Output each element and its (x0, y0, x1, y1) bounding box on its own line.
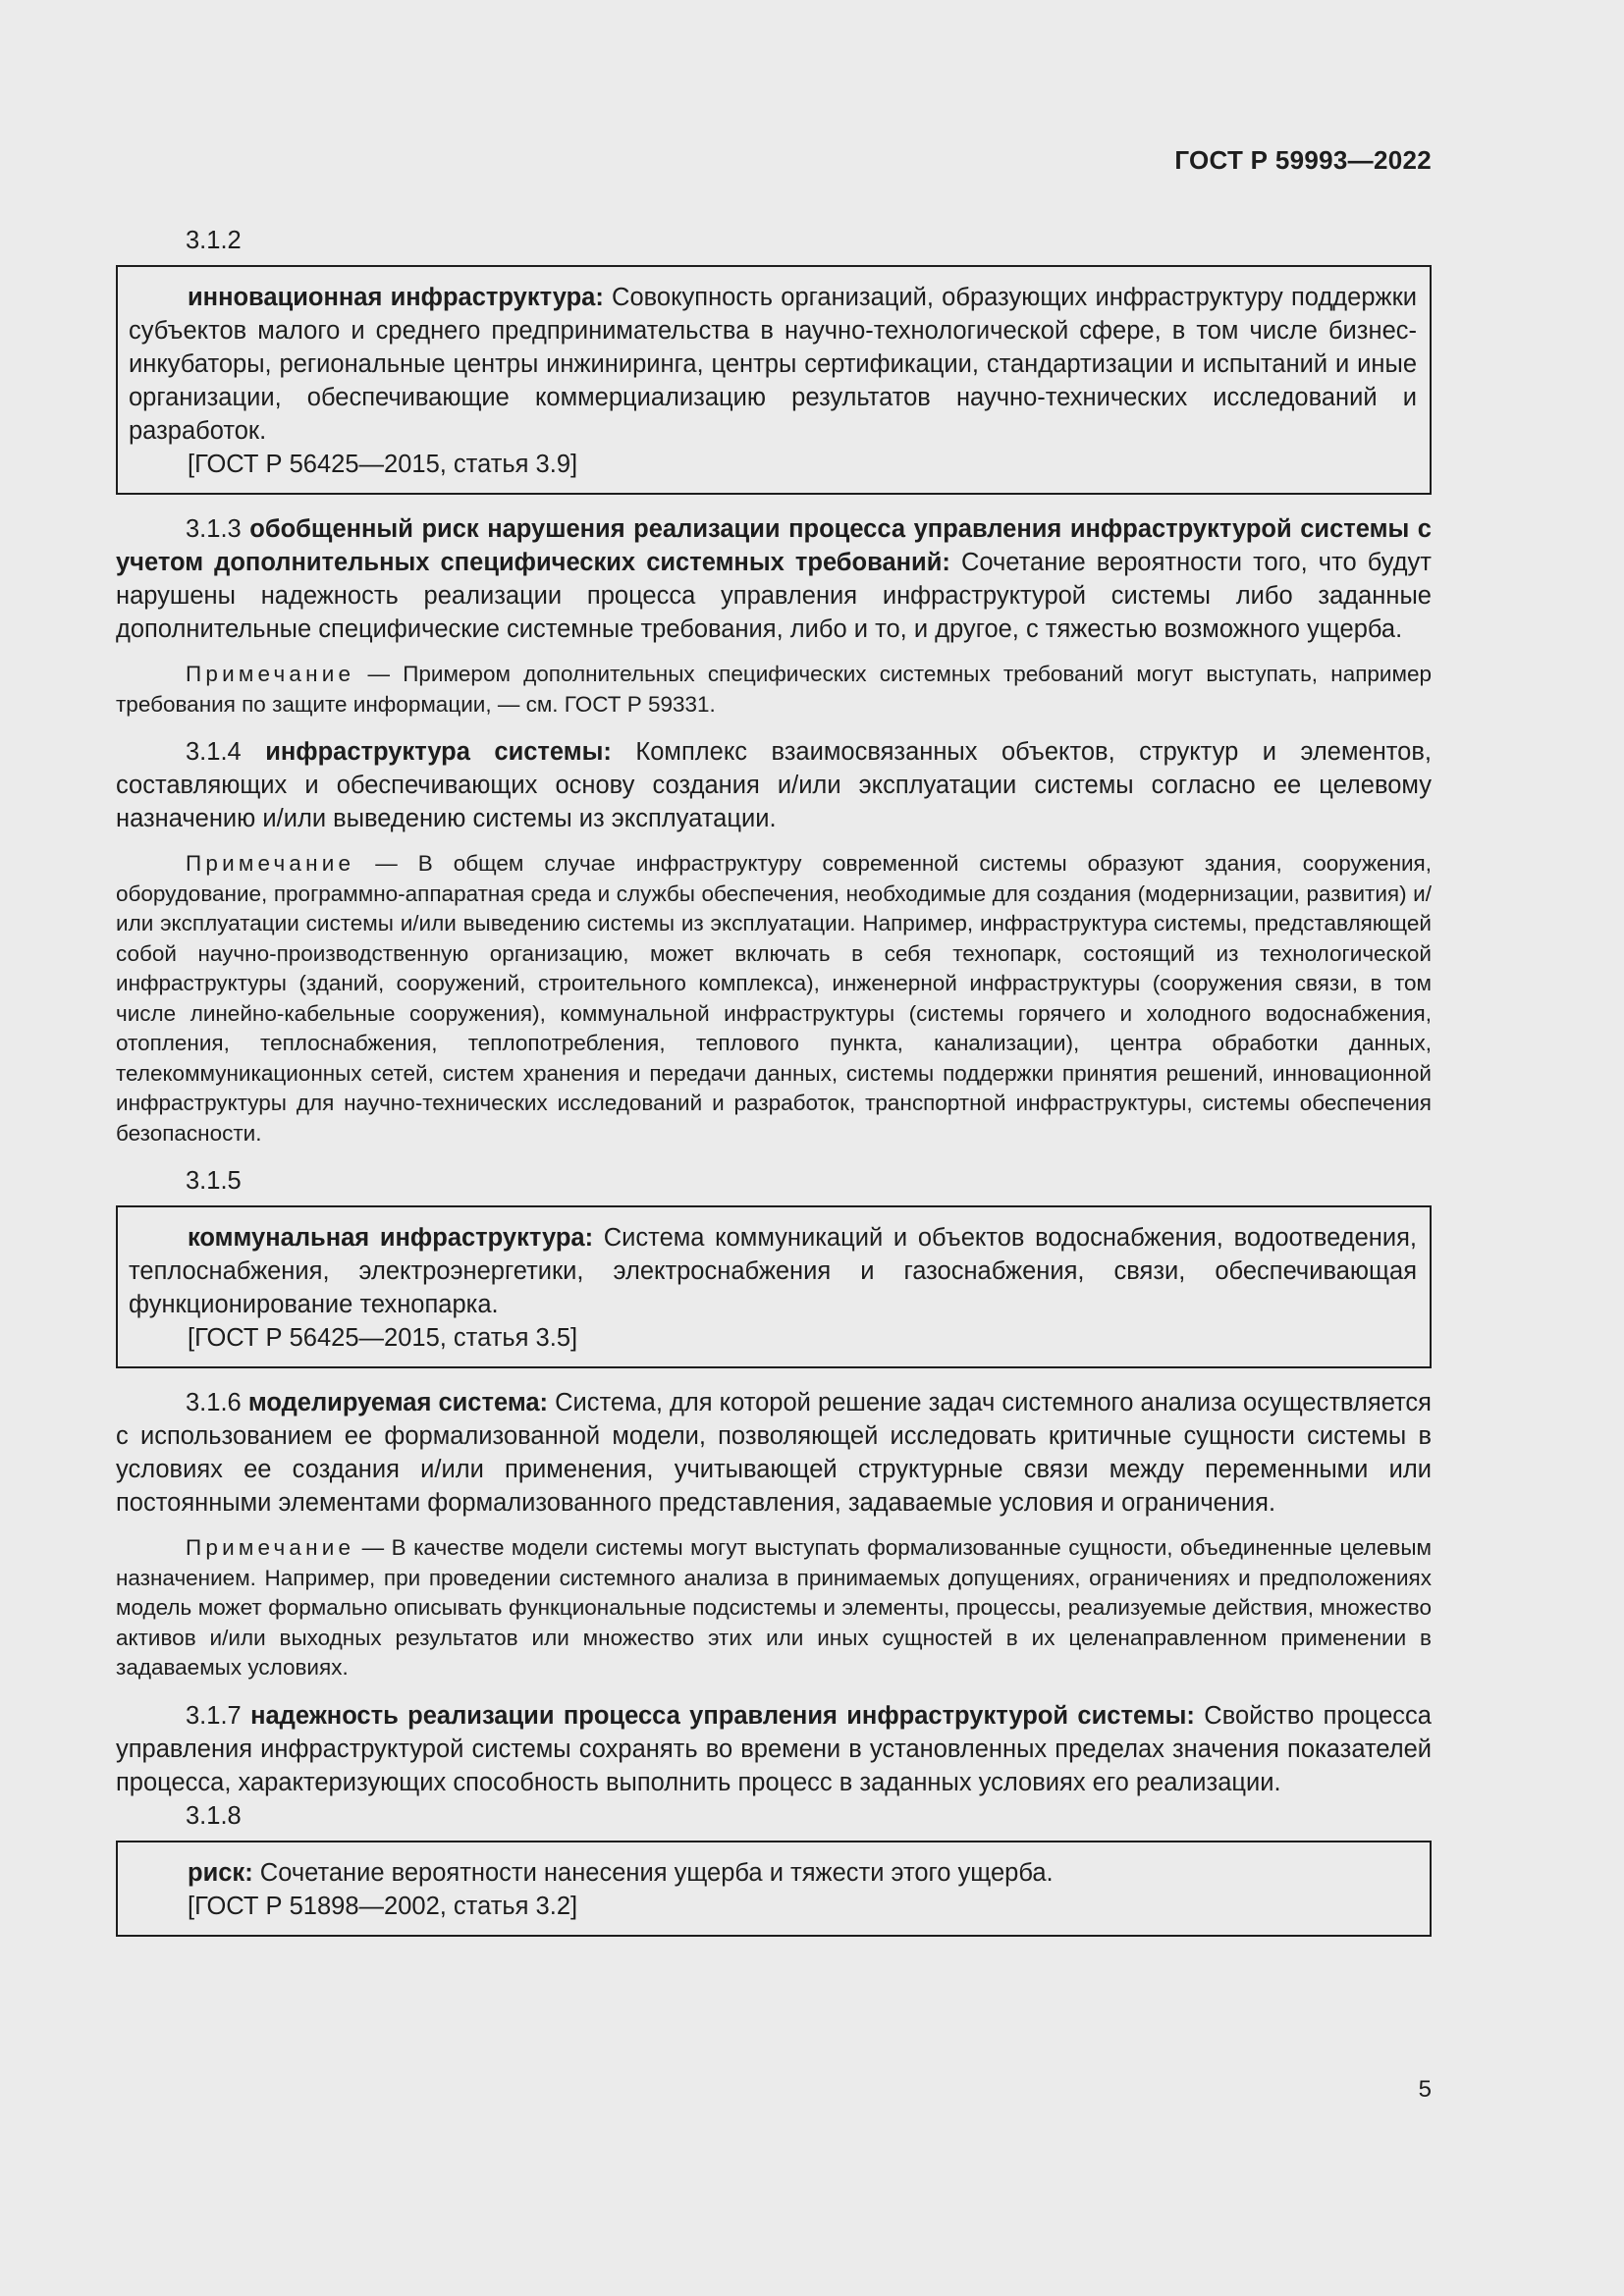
document-code-header: ГОСТ Р 59993—2022 (1174, 145, 1432, 175)
term-name: обобщенный риск нарушения реализации процесса управления инфраструктурой системы с учетом дополнительных специфических системных требований: (116, 515, 1432, 576)
note-3-1-4 (116, 849, 1432, 1148)
term-name: инновационная инфраструктура: (188, 284, 604, 311)
page-number: 5 (1418, 2076, 1432, 2103)
note-label: Примечание (186, 1535, 355, 1560)
clause-number: 3.1.6 (186, 1389, 248, 1416)
note-text: — В качестве модели системы могут выступать формализованные сущности, объединенные целевым назначением. Например, при проведении системного анализа в принимаемых допущениях, ограничениях и предположениях модель может формально описывать функциональные подсистемы и элементы, процессы, реализуемые действия, множество активов и/или выходных результатов или множество этих или иных сущностей в их целенаправленном применении в задаваемых условиях. (116, 1535, 1432, 1680)
document-page (116, 0, 1432, 2296)
borrowed-term-box-3-1-8 (116, 1841, 1432, 1937)
term-definition-3-1-5 (129, 1221, 1417, 1321)
note-label: Примечание (186, 662, 355, 686)
definition-text: Сочетание вероятности нанесения ущерба и тяжести этого ущерба. (252, 1858, 1054, 1887)
source-reference: [ГОСТ Р 51898—2002, статья 3.2] (188, 1892, 578, 1920)
term-name: моделируемая система: (247, 1389, 549, 1416)
note-3-1-6 (116, 1533, 1432, 1683)
page-content (116, 224, 1432, 1954)
clause-number: 3.1.7 (186, 1701, 251, 1730)
borrowed-term-box-3-1-5 (116, 1205, 1432, 1368)
term-name: риск: (188, 1858, 253, 1887)
definition-text: Совокупность организаций, образующих инфраструктуру поддержки субъектов малого и среднего предпринимательства в научно-технологической сфере, в том числе бизнес-инкубаторы, региональные центры инжиниринга, центры сертификации, стандартизации и испытаний и иные организации, обеспечивающие коммерциализацию результатов научно-технических исследований и разработок. (129, 284, 1418, 445)
clause-number: 3.1.3 (186, 515, 250, 543)
term-definition-3-1-8 (129, 1856, 1417, 1890)
definition-text: Свойство процесса управления инфраструктурой системы сохранять во времени в установленных пределах значения показателей процесса, характеризующих способность выполнить процесс в заданных условиях его реализации. (116, 1701, 1432, 1796)
borrowed-term-box-3-1-2 (116, 265, 1432, 495)
term-definition-3-1-2 (129, 281, 1417, 448)
definition-text: Система, для которой решение задач системного анализа осуществляется с использованием ее формализованной модели, позволяющей исследовать критичные сущности системы в условиях ее создания и/или применения, учитывающей структурные связи между переменными или постоянными элементами формализованного представления, задаваемые условия и ограничения. (116, 1389, 1432, 1517)
source-reference: [ГОСТ Р 56425—2015, статья 3.9] (188, 451, 578, 478)
term-definition-3-1-3 (116, 512, 1432, 646)
note-label: Примечание (186, 851, 355, 876)
term-definition-3-1-6 (116, 1386, 1432, 1520)
note-text: — В общем случае инфраструктуру современной системы образуют здания, сооружения, оборудование, программно-аппаратная среда и службы обеспечения, необходимые для создания (модернизации, развития) и/или эксплуатации системы и/или выведению системы из эксплуатации. Например, инфраструктура системы, представляющей собой научно-производственную организацию, может включать в себя технопарк, состоящий из технологической инфраструктуры (зданий, сооружений, строительного комплекса), инженерной инфраструктуры (сооружения связи, в том числе линейно-кабельные сооружения), коммунальной инфраструктуры (системы горячего и холодного водоснабжения, отопления, теплоснабжения, теплопотребления, теплового пункта, канализации), центра обработки данных, телекоммуникационных сетей, систем хранения и передачи данных, системы поддержки принятия решений, инновационной инфраструктуры для научно-технических исследований и разработок, транспортной инфраструктуры, системы обеспечения безопасности. (116, 851, 1432, 1146)
clause-number-3-1-5: 3.1.5 (186, 1167, 242, 1195)
definition-text: Комплекс взаимосвязанных объектов, структур и элементов, составляющих и обеспечивающих основу создания и/или эксплуатации системы согласно ее целевому назначению и/или выведению системы из эксплуатации. (116, 738, 1432, 832)
term-definition-3-1-4 (116, 735, 1432, 835)
note-text: — Примером дополнительных специфических системных требований могут выступать, например требования по защите информации, — см. ГОСТ Р 59331. (116, 662, 1432, 717)
term-name: надежность реализации процесса управления инфраструктурой системы: (250, 1701, 1195, 1730)
term-name: коммунальная инфраструктура: (188, 1224, 594, 1252)
clause-number-3-1-2: 3.1.2 (186, 227, 242, 254)
source-reference: [ГОСТ Р 56425—2015, статья 3.5] (188, 1324, 578, 1352)
clause-number-3-1-8: 3.1.8 (186, 1801, 242, 1830)
definition-text: Система коммуникаций и объектов водоснабжения, водоотведения, теплоснабжения, электроэнергетики, электроснабжения и газоснабжения, связи, обеспечивающая функционирование технопарка. (129, 1224, 1417, 1318)
note-3-1-3 (116, 660, 1432, 720)
clause-number: 3.1.4 (186, 738, 266, 766)
definition-text: Сочетание вероятности того, что будут нарушены надежность реализации процесса управления инфраструктурой системы либо заданные дополнительные специфические системные требования, либо и то, и другое, с тяжестью возможного ущерба. (116, 549, 1432, 643)
term-definition-3-1-7 (116, 1699, 1432, 1799)
term-name: инфраструктура системы: (265, 738, 612, 766)
